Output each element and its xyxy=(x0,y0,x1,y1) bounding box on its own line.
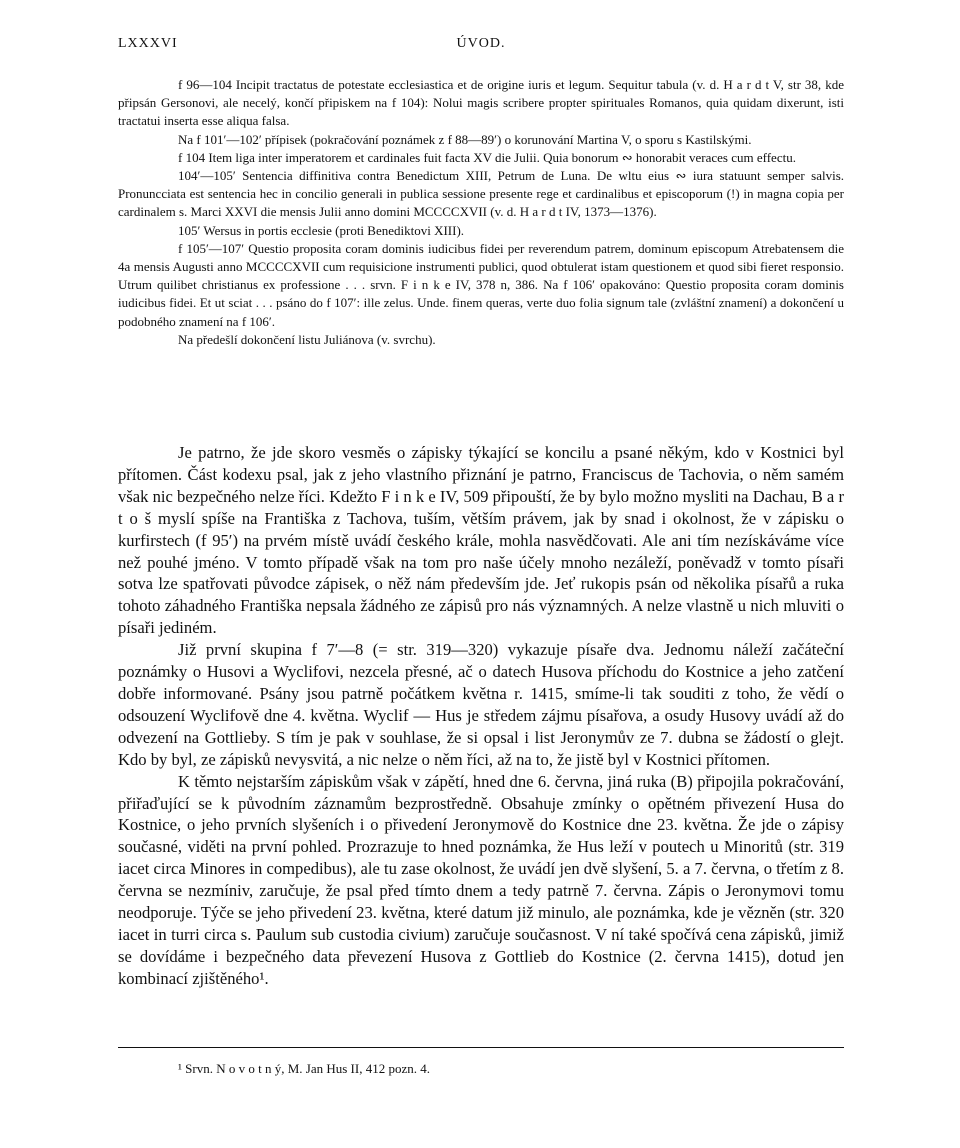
note-paragraph: f 96—104 Incipit tractatus de potestate ecclesiastica et de origine iuris et legum. Sequitur tabula (v. d. H a r d t V, str 38, kde připsán Gersonovi, ale necelý, končí připiskem na f 104): Nolui magis scribere propter spirituales Romanos, quia quidam dixerunt, isti tractatui inserta esse aliqua falsa. xyxy=(118,77,844,129)
note-paragraph: 104′—105′ Sentencia diffinitiva contra Benedictum XIII, Petrum de Luna. De wltu eius ∾ iura statuunt semper salvis. Pronuncciata est sentencia hec in concilio generali in publica sessione presente rege et cardinalibus et episcoporum (!) in magna copia per cardinalem s. Marci XXVI die mensis Julii anno domini MCCCCXVII (v. d. H a r d t IV, 1373—1376). xyxy=(118,168,844,220)
body-paragraph: Je patrno, že jde skoro vesměs o zápisky týkající se koncilu a psané někým, kdo v Kostnici byl přítomen. Část kodexu psal, jak z jeho vlastního přiznání je patrno, Franciscus de Tachovia, o něm samém však nic bezpečného nelze říci. Kdežto F i n k e IV, 509 připouští, že by bylo možno mysliti na Dachau, B a r t o š myslí spíše na Františka z Tachova, tuším, větším právem, jak by snad i okolnost, že v zápisku o kurfirstech (f 95′) na prvém místě uvádí českého krále, mohla nasvědčovati. Ale ani tím nezískáváme více než pouhé jméno. V tomto případě však na tom pro naše účely mnoho nezáleží, poněvadž v tomto písaři sotva lze spatřovati původce zápisek, o něž nám především jde. Jeť rukopis psán od několika písařů a ruka tohoto záhadného Františka nepsala žádného ze zápisů pro nás významných. A nelze vlastně u nich mluviti o písaři jediném. xyxy=(118,443,844,638)
note-paragraph: Na f 101′—102′ přípisek (pokračování poznámek z f 88—89′) o korunování Martina V, o sporu s Kastilskými. xyxy=(178,131,752,147)
footnote: ¹ Srvn. N o v o t n ý, M. Jan Hus II, 412 pozn. 4. xyxy=(178,1061,430,1076)
running-head xyxy=(118,36,844,58)
main-text xyxy=(118,442,844,990)
footnote-divider xyxy=(118,1047,844,1048)
note-paragraph: f 104 Item liga inter imperatorem et cardinales fuit facta XV die Julii. Quia bonorum ∾ honorabit veraces cum effectu. xyxy=(178,149,796,165)
body-paragraph: Již první skupina f 7′—8 (= str. 319—320) vykazuje písaře dva. Jednomu náleží začáteční poznámky o Husovi a Wyclifovi, nezcela přesné, ač o datech Husova příchodu do Kostnice a jeho zatčení dobře informované. Psány jsou patrně počátkem května r. 1415, smíme-li tak souditi z toho, že vědí o odsouzení Wyclifově dne 4. května. Wyclif — Hus je středem zájmu písařova, a osudy Husovy uvádí až do odvezení na Gottlieby. S tím je pak v souhlase, že si opsal i list Jeronymův ze 7. dubna se žádostí o glejt. Kdo by byl, ze zápisků nevysvitá, a nic nelze o něm říci, až na to, že jistě byl v Kostnici přítomen. xyxy=(118,640,844,769)
page-title: ÚVOD. xyxy=(456,36,506,51)
manuscript-notes xyxy=(118,76,844,349)
body-paragraph: K těmto nejstarším zápiskům však v zápětí, hned dne 6. června, jiná ruka (B) připojila pokračování, přiřaďující se k původním záznamům bezprostředně. Obsahuje zmínky o opětném přivezení Husa do Kostnice, o jeho prvních slyšeních i o přivedení Jeronymově do Kostnice dne 23. května. Že jde o zápisy současné, viděti na první pohled. Prozrazuje to hned poznámka, že Hus leží v poutech u Minoritů (str. 319 iacet circa Minores in compedibus), ale tu zase okolnost, že uvádí jen dvě slyšení, 5. a 7. června, o třetím z 8. června se nezmíniv, zaručuje, že psal před tímto dnem a tedy patrně 7. června. Zápis o Jeronymovi tomu neodporuje. Týče se jeho přivedení 23. května, které datum již minulo, ale poznámka, kde je vězněn (str. 320 iacet in turri circa s. Paulum sub custodia civium) zaručuje současnost. V ní také spočívá cena zápisků, jimiž se dovídáme i bezpečného data převezení Husova z Gottlieb do Kostnice (2. června 1415), dotud jen kombinací zjištěného¹. xyxy=(118,771,844,988)
note-paragraph: 105′ Wersus in portis ecclesie (proti Benediktovi XIII). xyxy=(178,222,465,238)
note-paragraph: Na předešlí dokončení listu Juliánova (v. svrchu). xyxy=(178,331,436,347)
page-number: LXXXVI xyxy=(118,36,178,51)
note-paragraph: f 105′—107′ Questio proposita coram dominis iudicibus fidei per reverendum patrem, dominum episcopum Atrebatensem die 4a mensis Augusti anno MCCCCXVII cum requisicione instrumenti publici, quod obtulerat istam questionem et quod sibi fieret responsio. Utrum quilibet christianus ex professione . . . srvn. F i n k e IV, 378 n, 386. Na f 106′ opakováno: Questio proposita coram dominis iudicibus fidei. Et ut sciat . . . psáno do f 107′: ille zelus. Unde. finem queras, verte duo folia signum tale (zvláštní znamení) a dokončení u podobného znamení na f 106′. xyxy=(118,240,844,329)
